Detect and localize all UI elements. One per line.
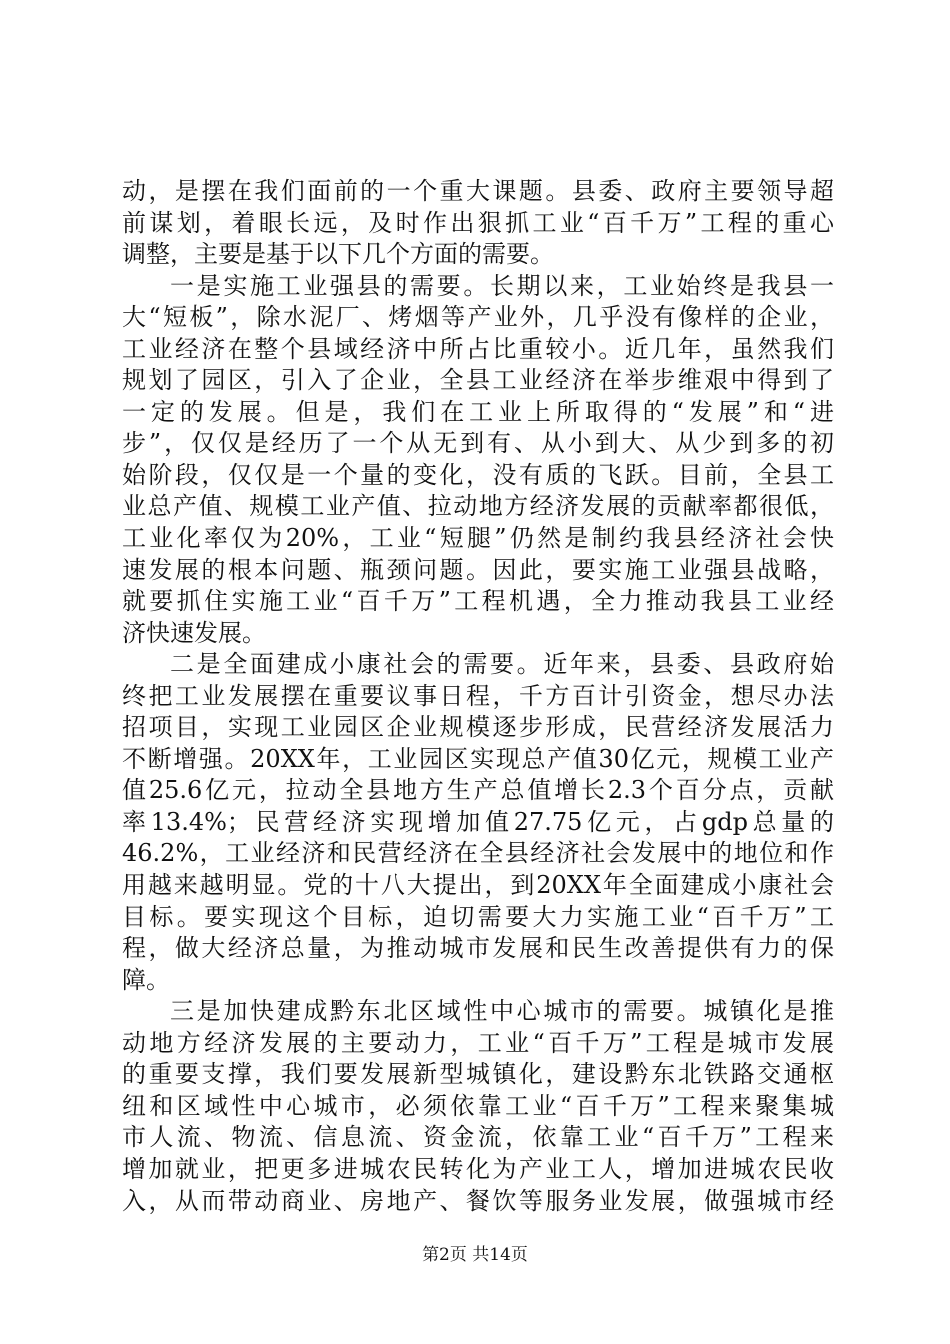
text-line: 值25.6亿元，拉动全县地方生产总值增长2.3个百分点，贡献 — [122, 776, 834, 805]
text-line: 前谋划，着眼长远，及时作出狠抓工业“百千万”工程的重心 — [122, 208, 834, 237]
document-body — [122, 176, 834, 1217]
text-line: 就要抓住实施工业“百千万”工程机遇，全力推动我县工业经 — [122, 587, 834, 616]
text-line: 障。 — [122, 965, 170, 994]
text-line: 增加就业，把更多进城农民转化为产业工人，增加进城农民收 — [122, 1154, 834, 1183]
text-line: 动，是摆在我们面前的一个重大课题。县委、政府主要领导超 — [122, 177, 834, 205]
text-line: 用越来越明显。党的十八大提出，到20XX年全面建成小康社会 — [122, 871, 834, 900]
text-line: 大“短板”，除水泥厂、烤烟等产业外，几乎没有像样的企业， — [122, 303, 834, 332]
text-line: 46.2%，工业经济和民营经济在全县经济社会发展中的地位和作 — [122, 839, 834, 868]
text-line: 市人流、物流、信息流、资金流，依靠工业“百千万”工程来 — [122, 1123, 834, 1152]
text-line: 业总产值、规模工业产值、拉动地方经济发展的贡献率都很低， — [122, 492, 834, 521]
text-line: 的重要支撑，我们要发展新型城镇化，建设黔东北铁路交通枢 — [122, 1060, 834, 1089]
text-line: 三是加快建成黔东北区域性中心城市的需要。城镇化是推 — [170, 997, 834, 1026]
text-line: 二是全面建成小康社会的需要。近年来，县委、县政府始 — [170, 650, 834, 679]
page-number-footer: 第2页 共14页 — [422, 1245, 528, 1265]
text-line: 济快速发展。 — [122, 618, 266, 647]
text-line: 步”，仅仅是经历了一个从无到有、从小到大、从少到多的初 — [122, 429, 834, 458]
text-line: 终把工业发展摆在重要议事日程，千方百计引资金，想尽办法 — [122, 681, 834, 710]
text-line: 调整，主要是基于以下几个方面的需要。 — [122, 240, 554, 269]
text-line: 纽和区域性中心城市，必须依靠工业“百千万”工程来聚集城 — [122, 1091, 834, 1120]
text-line: 一定的发展。但是，我们在工业上所取得的“发展”和“进 — [122, 397, 834, 426]
text-line: 规划了园区，引入了企业，全县工业经济在举步维艰中得到了 — [122, 366, 834, 395]
text-line: 招项目，实现工业园区企业规模逐步形成，民营经济发展活力 — [122, 713, 834, 742]
text-line: 目标。要实现这个目标，迫切需要大力实施工业“百千万”工 — [122, 902, 834, 931]
text-line: 程，做大经济总量，为推动城市发展和民生改善提供有力的保 — [122, 934, 834, 963]
text-line: 速发展的根本问题、瓶颈问题。因此，要实施工业强县战略， — [122, 555, 834, 584]
text-line: 一是实施工业强县的需要。长期以来，工业始终是我县一 — [170, 271, 834, 300]
text-line: 率13.4%；民营经济实现增加值27.75亿元，占gdp总量的 — [122, 807, 834, 836]
text-line: 入，从而带动商业、房地产、餐饮等服务业发展，做强城市经 — [122, 1186, 834, 1215]
text-line: 工业化率仅为20%，工业“短腿”仍然是制约我县经济社会快 — [122, 524, 834, 553]
text-line: 不断增强。20XX年，工业园区实现总产值30亿元，规模工业产 — [122, 744, 834, 773]
text-line: 工业经济在整个县域经济中所占比重较小。近几年，虽然我们 — [122, 334, 834, 363]
text-line: 始阶段，仅仅是一个量的变化，没有质的飞跃。目前，全县工 — [122, 460, 834, 489]
text-line: 动地方经济发展的主要动力，工业“百千万”工程是城市发展 — [122, 1028, 834, 1057]
